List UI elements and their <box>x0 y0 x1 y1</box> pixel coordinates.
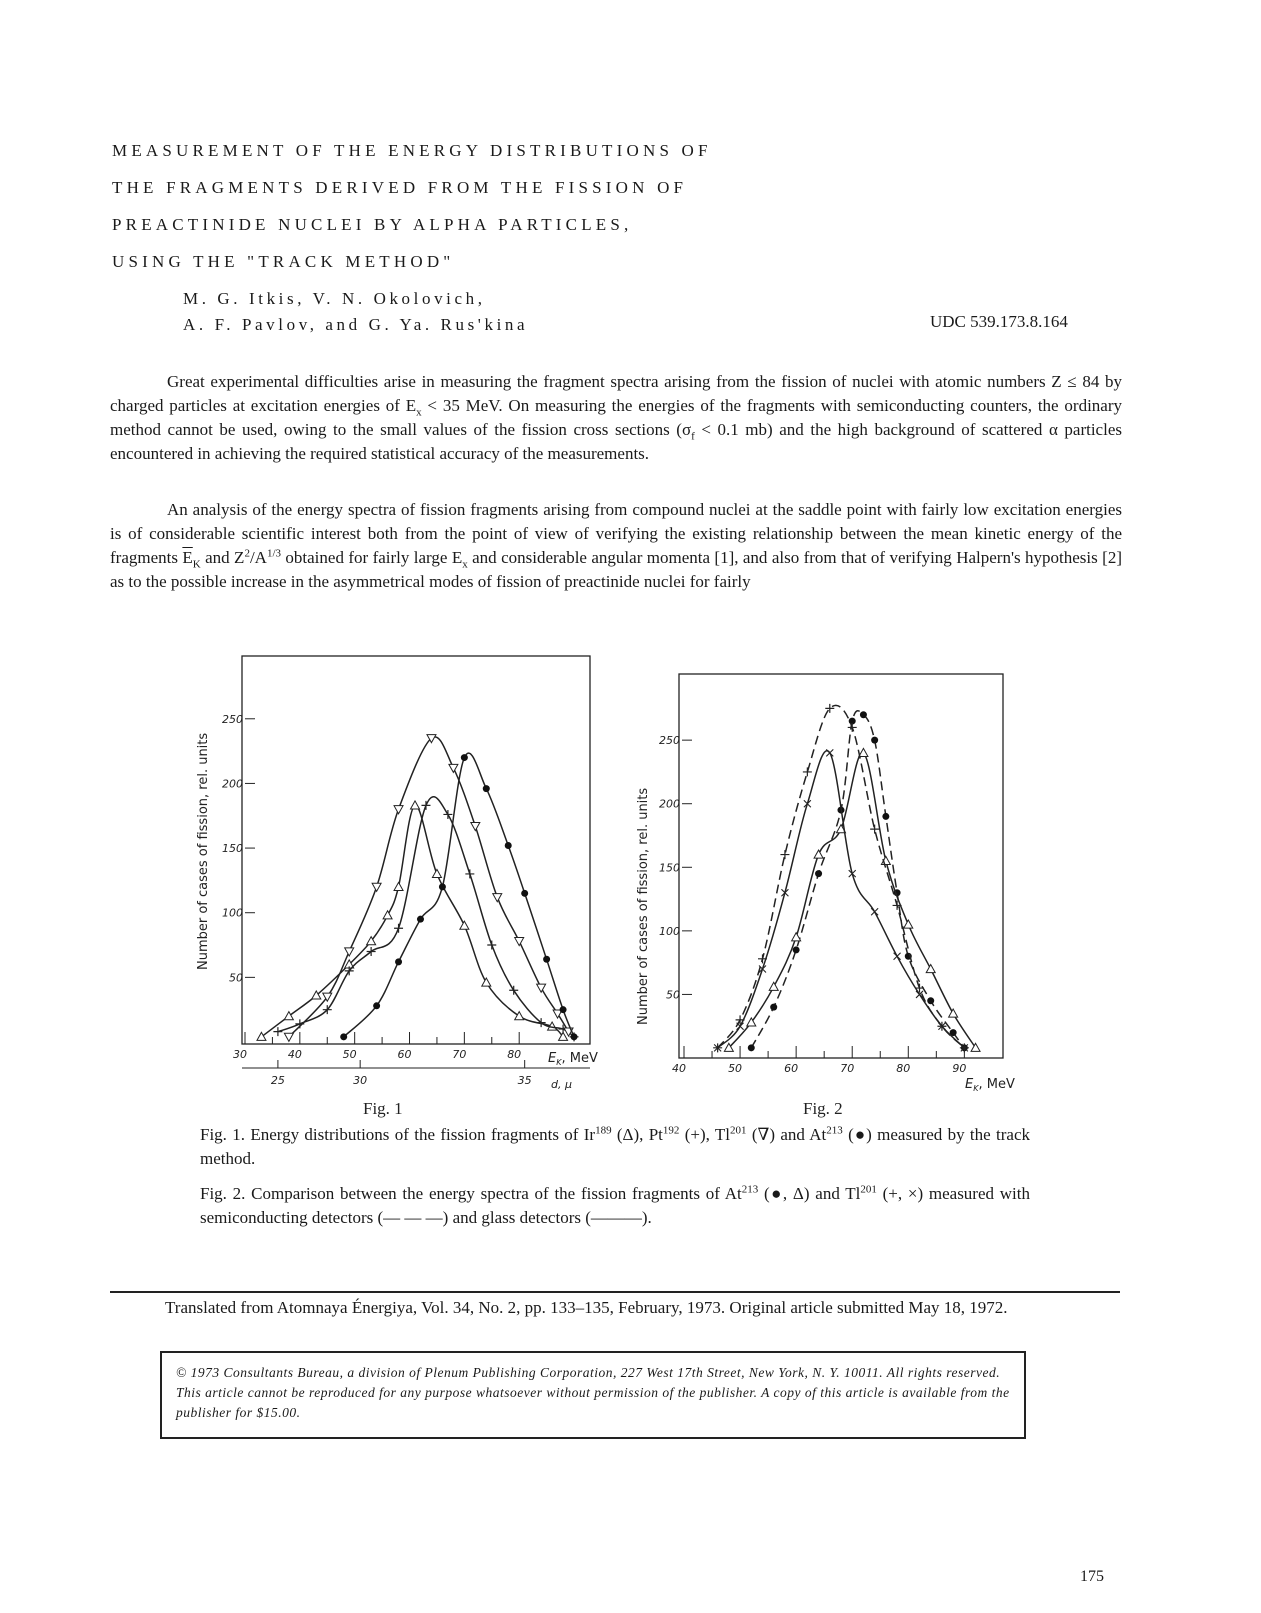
fig1-xtick-label-0: 30 <box>233 1048 247 1061</box>
fig2-caption <box>200 1182 1030 1230</box>
fig2-series-0-point-2 <box>793 946 800 953</box>
fig1-series-0-point-6 <box>394 882 403 890</box>
p1-text-a: Great experimental difficulties arise in measuring the fragment spectra arising from the fission of nuclei with atomic numbers Z ≤ 84 by charged particles at excitation energies of E <box>110 372 1122 415</box>
p1-sub-x: x <box>416 406 422 419</box>
fig1-ytick-label-1: 100 <box>222 906 243 920</box>
fig2-series-0-point-8 <box>882 813 889 820</box>
fig2-series-1-point-2 <box>769 982 778 990</box>
fig1-series-0-point-7 <box>411 801 420 809</box>
cap1-d: (∇) and At <box>746 1125 827 1144</box>
fig2-xtick-label-0: 40 <box>672 1062 686 1075</box>
fig2-series-1-point-3 <box>792 933 801 941</box>
fig2-series-2-point-3 <box>780 850 789 859</box>
fig1-plot <box>222 713 590 1087</box>
fig1-xlabel-k: K <box>556 1058 562 1067</box>
fig1-series-2-point-9 <box>515 938 524 946</box>
fig2-xtick-label-5: 90 <box>952 1062 967 1075</box>
fig2-series-0-point-11 <box>927 997 934 1004</box>
fig2-ylabel: Number of cases of fission, rel. units <box>636 787 651 1025</box>
fig2-xtick-label-2: 60 <box>784 1062 799 1075</box>
fig2-series-1-point-4 <box>814 850 823 858</box>
fig2-series-1-point-11 <box>971 1043 980 1051</box>
fig1-series-2-point-8 <box>493 894 502 902</box>
fig1-x2tick-label-0: 25 <box>270 1074 285 1087</box>
fig2-series-2-point-6 <box>848 723 857 732</box>
fig2-xtick-label-3: 70 <box>840 1062 855 1075</box>
fig1-ytick-label-2: 150 <box>222 842 243 856</box>
authors <box>183 286 528 338</box>
fig2-series-0-point-6 <box>860 711 867 718</box>
fig2-series-3-point-7 <box>871 908 878 915</box>
cap2-a: Fig. 2. Comparison between the energy spectra of the fission fragments of At <box>200 1184 742 1203</box>
fig2-series-3-point-8 <box>894 953 901 960</box>
fig2-plot <box>659 704 1003 1075</box>
fig1-ytick-label-4: 250 <box>222 712 243 726</box>
cap1-sup-tl: 201 <box>730 1124 747 1137</box>
authors-line-1: M. G. Itkis, V. N. Okolovich, <box>183 289 486 308</box>
fig1-xtick-label-1: 40 <box>287 1048 302 1061</box>
fig1-series-3-point-3 <box>417 916 424 923</box>
fig2-frame <box>679 674 1003 1058</box>
p1-sub-f: f <box>691 430 695 443</box>
fig2-xlabel-k: K <box>973 1084 979 1093</box>
fig1-x2tick-label-2: 35 <box>517 1074 532 1087</box>
fig1-series-2-point-0 <box>284 1033 293 1041</box>
fig1-ylabel: Number of cases of fission, rel. units <box>196 732 211 970</box>
p2-sub-x: x <box>462 558 468 571</box>
fig2-ytick-label-3: 200 <box>659 797 680 811</box>
fig1-series-3-point-9 <box>543 956 550 963</box>
fig1-series-3-point-2 <box>395 958 402 965</box>
cap2-b: (●, Δ) and Tl <box>758 1184 861 1203</box>
p2-text-e: and considerable angular momenta [1], and also from that of verifying Halpern's hypothesis [2] as to the possible increase in the asymmetrical modes of fission of preactinide nuclei for fairly <box>110 548 1122 591</box>
cap2-sup-at: 213 <box>741 1183 759 1196</box>
fig2-ytick-label-0: 50 <box>666 988 680 1002</box>
fig1-series-3-point-7 <box>505 842 512 849</box>
fig1-ytick-label-3: 200 <box>222 777 243 791</box>
cap1-e: (●) measured by the track method. <box>200 1125 1030 1168</box>
title-line-4: USING THE "TRACK METHOD" <box>112 252 455 271</box>
fig1-series-2-point-3 <box>372 883 381 891</box>
fig1-label: Fig. 1 <box>363 1099 403 1118</box>
fig1-series-3-point-11 <box>571 1033 578 1040</box>
fig2-series-0-point-0 <box>748 1044 755 1051</box>
p2-text-d: obtained for fairly large E <box>281 548 463 567</box>
cap1-sup-pt: 192 <box>662 1124 680 1137</box>
fig2-label: Fig. 2 <box>803 1099 843 1118</box>
footer-rule <box>110 1291 1120 1293</box>
fig2-ytick-label-4: 250 <box>659 734 680 748</box>
fig2-series-1-line <box>729 753 976 1048</box>
title-line-3: PREACTINIDE NUCLEI BY ALPHA PARTICLES, <box>112 215 633 234</box>
fig2-series-0-point-7 <box>871 737 878 744</box>
fig1-series-1-point-8 <box>465 869 474 878</box>
cap1-b: (Δ), Pt <box>611 1125 663 1144</box>
paragraph-1 <box>110 370 1122 466</box>
cap2-c: (+, ×) measured with semiconducting detectors (— — —) and glass detectors (———). <box>200 1184 1030 1227</box>
fig1-series-3-line <box>344 753 574 1037</box>
fig2-ytick-label-2: 150 <box>659 861 680 875</box>
fig2-xtick-label-4: 80 <box>896 1062 911 1075</box>
fig1-series-2-point-2 <box>345 948 354 956</box>
fig1-xtick-label-4: 70 <box>452 1048 467 1061</box>
p1-text-b: < 35 MeV. On measuring the energies of the fragments with semiconducting counters, the ordinary method cannot be used, owing to the small values of the fission cross sections (σ <box>110 396 1122 439</box>
fig1-series-3-point-10 <box>560 1006 567 1013</box>
fig1-series-1-point-7 <box>443 810 452 819</box>
fig2-ytick-label-1: 100 <box>659 924 680 938</box>
fig1-xtick-label-3: 60 <box>397 1048 412 1061</box>
fig1-series-1-point-0 <box>273 1027 282 1036</box>
fig1-series-2-point-4 <box>394 806 403 814</box>
article-title <box>112 132 872 280</box>
fig2-series-2-line <box>718 705 965 1047</box>
fig1-series-3-point-1 <box>373 1002 380 1009</box>
fig2-series-0-point-1 <box>770 1004 777 1011</box>
fig1-series-3-point-6 <box>483 785 490 792</box>
cap1-sup-ir: 189 <box>595 1124 612 1137</box>
fig1-series-1-point-9 <box>487 941 496 950</box>
fig2-series-1-point-8 <box>904 920 913 928</box>
fig1-series-0-line <box>262 805 564 1036</box>
figures-svg <box>185 650 1045 1118</box>
fig1-xlabel-energy <box>548 1051 598 1067</box>
paragraph-2 <box>110 498 1122 594</box>
fig2-series-2-point-7 <box>870 825 879 834</box>
fig1-series-1-point-5 <box>394 924 403 933</box>
p2-ek: $\overline{E}$ <box>182 548 193 567</box>
fig1-xlabel-range: d, μ <box>551 1078 572 1091</box>
fig1-series-3-point-0 <box>340 1033 347 1040</box>
cap1-a: Fig. 1. Energy distributions of the fission fragments of Ir <box>200 1125 596 1144</box>
fig2-series-1-point-9 <box>926 965 935 973</box>
page-number: 175 <box>1080 1568 1104 1585</box>
fig1-series-2-point-7 <box>471 822 480 830</box>
fig2-xlabel-unit: , MeV <box>978 1077 1015 1092</box>
p2-sup-13: 1/3 <box>266 547 282 560</box>
fig2-series-3-point-5 <box>826 749 833 756</box>
fig1-series-3-point-4 <box>439 883 446 890</box>
copyright-box: © 1973 Consultants Bureau, a division of Plenum Publishing Corporation, 227 West 17th Street, New York, N. Y. 10011. All rights reserved. This article cannot be reproduced for any purpose whatsoever without permission of the publisher. A copy of this article is available from the publisher for $15.00. <box>160 1351 1026 1439</box>
fig1-series-3-point-5 <box>461 754 468 761</box>
translation-note: Translated from Atomnaya Énergiya, Vol. 34, No. 2, pp. 133–135, February, 1973. Original article submitted May 18, 1972. <box>165 1298 1008 1317</box>
fig2-xtick-label-1: 50 <box>728 1062 743 1075</box>
fig1-xtick-label-2: 50 <box>342 1048 357 1061</box>
title-line-1: MEASUREMENT OF THE ENERGY DISTRIBUTIONS OF <box>112 141 712 160</box>
fig1-xlabel-e: E <box>548 1051 557 1066</box>
cap1-c: (+), Tl <box>679 1125 731 1144</box>
p2-sup-2: 2 <box>244 547 250 560</box>
cap2-sup-tl: 201 <box>860 1183 877 1196</box>
fig1-xlabel-unit: , MeV <box>561 1051 598 1066</box>
fig1-series-1-point-6 <box>421 801 430 810</box>
p2-text-a: An analysis of the energy spectra of fission fragments arising from compound nuclei at the saddle point with fairly low excitation energies is of considerable scientific interest both from the point of view of verifying the existing relationship between the mean kinetic energy of the fragments <box>110 500 1122 567</box>
fig1-caption <box>200 1123 1030 1171</box>
fig1-series-2-line <box>289 737 569 1037</box>
udc-code: UDC 539.173.8.164 <box>930 312 1068 331</box>
fig2-series-2-point-8 <box>893 901 902 910</box>
fig1-series-3-point-8 <box>521 890 528 897</box>
fig2-series-2-point-4 <box>803 767 812 776</box>
title-line-2: THE FRAGMENTS DERIVED FROM THE FISSION OF <box>112 178 688 197</box>
fig1-series-2-point-6 <box>449 764 458 772</box>
fig1-series-0-point-11 <box>515 1012 524 1020</box>
p1-text-c: < 0.1 mb) and the high background of scattered α particles encountered in achieving the required statistical accuracy of the measurements. <box>110 420 1122 463</box>
fig1-series-0-point-5 <box>383 911 392 919</box>
p2-text-c: /A <box>249 548 267 567</box>
figures <box>185 650 1045 1118</box>
fig1-ytick-label-0: 50 <box>229 971 243 985</box>
fig2-xlabel-energy <box>965 1077 1015 1093</box>
fig1-series-1-point-10 <box>509 986 518 995</box>
fig2-xlabel-e: E <box>965 1077 974 1092</box>
fig1-series-0-point-10 <box>482 978 491 986</box>
fig1-series-0-point-8 <box>432 869 441 877</box>
fig2-series-0-point-3 <box>815 870 822 877</box>
fig2-series-3-line <box>718 751 965 1048</box>
cap1-sup-at: 213 <box>826 1124 843 1137</box>
p2-sub-k: K <box>192 558 201 571</box>
p2-text-b: and Z <box>200 548 245 567</box>
fig1-series-2-point-10 <box>537 984 546 992</box>
fig2-series-1-point-6 <box>859 748 868 756</box>
authors-line-2: A. F. Pavlov, and G. Ya. Rus'kina <box>183 315 529 334</box>
fig1-x2tick-label-1: 30 <box>353 1074 368 1087</box>
fig1-series-0-point-9 <box>460 921 469 929</box>
fig2-series-1-point-10 <box>949 1009 958 1017</box>
fig1-xtick-label-5: 80 <box>507 1048 522 1061</box>
